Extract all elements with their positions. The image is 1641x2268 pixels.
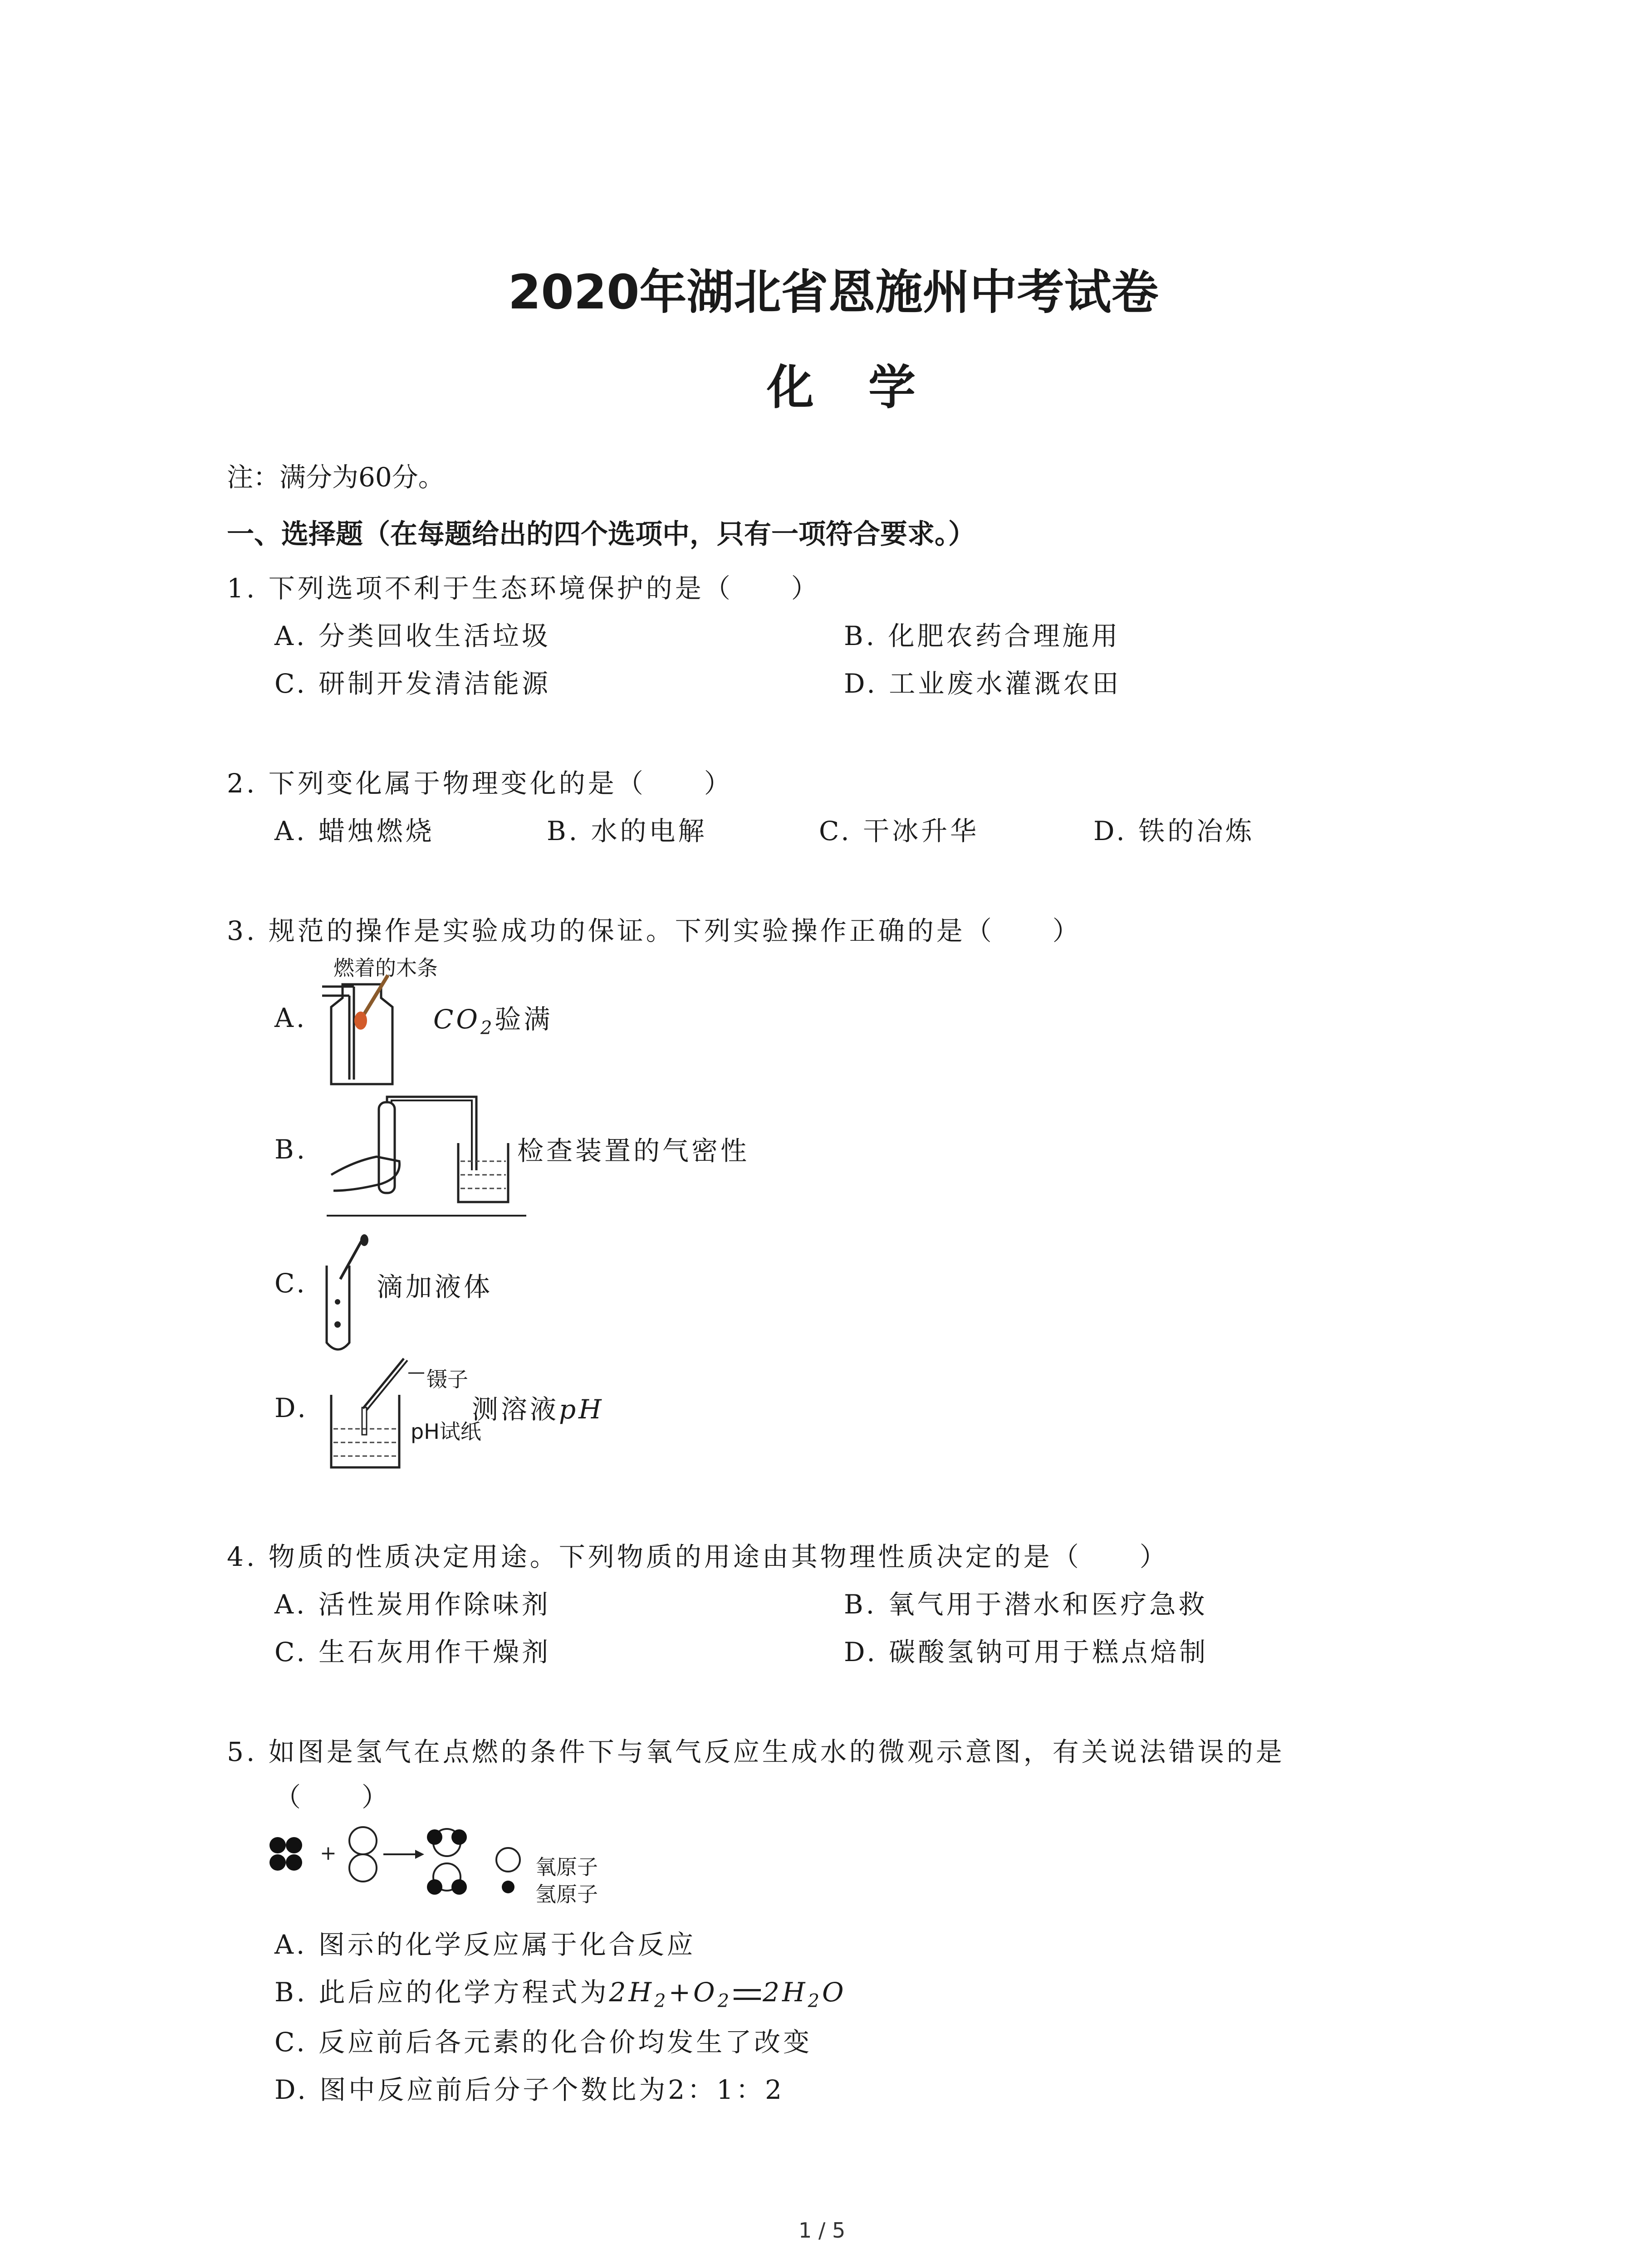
ph-formula: pH — [559, 1394, 604, 1425]
q5-stem-cont: （ ） — [274, 1782, 391, 1813]
co2-formula: CO — [433, 1004, 480, 1035]
q5-option-c: C. 反应前后各元素的化合价均发生了改变 — [274, 2027, 813, 2058]
ph-paper-label: pH试纸 — [411, 1419, 481, 1444]
dropper-test-tube-figure — [318, 1234, 386, 1356]
legend-oxygen-label: 氧原子 — [535, 1855, 598, 1879]
tweezers-label: 镊子 — [426, 1367, 468, 1392]
q1-option-c: C. 研制开发清洁能源 — [274, 668, 551, 699]
q4-stem: 4. 物质的性质决定用途。下列物质的用途由其物理性质决定的是（ ） — [227, 1541, 1169, 1572]
q3-a-figure-label: 燃着的木条 — [333, 956, 438, 980]
q5-option-d: D. 图中反应前后分子个数比为2：1：2 — [274, 2074, 785, 2105]
eq-2h: 2H — [609, 1977, 654, 2008]
section-heading: 一、选择题（在每题给出的四个选项中，只有一项符合要求。） — [227, 518, 975, 550]
q3-option-c-letter: C. — [274, 1268, 308, 1299]
q3-option-c-text: 滴加液体 — [377, 1271, 493, 1302]
q3-option-a-text — [433, 998, 553, 1039]
eq-h-sub: 2 — [654, 1990, 669, 2012]
eq-plus-o: +O — [668, 1977, 718, 2008]
q2-option-a: A. 蜡烛燃烧 — [274, 816, 435, 846]
q2-option-c: C. 干冰升华 — [819, 816, 980, 846]
eq-2h-product: 2H — [763, 1977, 808, 2008]
airtightness-check-figure — [327, 1093, 526, 1229]
q5-option-b-text: B. 此后应的化学方程式为 — [274, 1977, 609, 2008]
q2-option-b: B. 水的电解 — [547, 816, 707, 846]
q1-stem: 1. 下列选项不利于生态环境保护的是（ ） — [227, 573, 820, 604]
q5-stem: 5. 如图是氢气在点燃的条件下与氧气反应生成水的微观示意图，有关说法错误的是 — [227, 1736, 1285, 1767]
q3-option-b-letter: B. — [274, 1134, 308, 1165]
q5-option-b — [274, 1971, 847, 2012]
q3-option-a-letter: A. — [274, 1002, 308, 1033]
eq-equals-sign — [734, 1989, 761, 2000]
q2-stem: 2. 下列变化属于物理变化的是（ ） — [227, 768, 733, 799]
q3-option-d-letter: D. — [274, 1393, 309, 1423]
q2-option-d: D. 铁的冶炼 — [1093, 816, 1255, 846]
co2-label: 验满 — [495, 1004, 553, 1035]
svg-text:+: + — [320, 1842, 337, 1865]
eq-o-sub: 2 — [717, 1990, 732, 2012]
q4-option-d: D. 碳酸氢钠可用于糕点焙制 — [844, 1637, 1209, 1667]
legend-hydrogen-label: 氢原子 — [535, 1882, 598, 1906]
eq-h-product-sub: 2 — [808, 1990, 822, 2012]
q1-option-b: B. 化肥农药合理施用 — [844, 621, 1121, 651]
q4-option-c: C. 生石灰用作干燥剂 — [274, 1637, 551, 1667]
q3-option-d-text — [472, 1388, 604, 1426]
q1-option-a: A. 分类回收生活垃圾 — [274, 621, 551, 651]
q1-option-d: D. 工业废水灌溉农田 — [844, 668, 1122, 699]
ph-label-text: 测溶液 — [472, 1394, 559, 1425]
subject-title: 化学 — [767, 360, 970, 415]
score-note: 注：满分为60分。 — [227, 462, 445, 493]
co2-bottle-figure — [318, 975, 399, 1093]
q3-option-b-text: 检查装置的气密性 — [517, 1135, 750, 1166]
q4-option-b: B. 氧气用于潜水和医疗急救 — [844, 1589, 1208, 1620]
q4-option-a: A. 活性炭用作除味剂 — [274, 1589, 551, 1620]
exam-title: 2020年湖北省恩施州中考试卷 — [508, 264, 1159, 320]
co2-subscript: 2 — [480, 1017, 495, 1039]
q3-stem: 3. 规范的操作是实验成功的保证。下列实验操作正确的是（ ） — [227, 915, 1082, 946]
page-number: 1 / 5 — [798, 2218, 846, 2243]
q5-option-a: A. 图示的化学反应属于化合反应 — [274, 1929, 696, 1960]
eq-o-product: O — [822, 1977, 847, 2008]
